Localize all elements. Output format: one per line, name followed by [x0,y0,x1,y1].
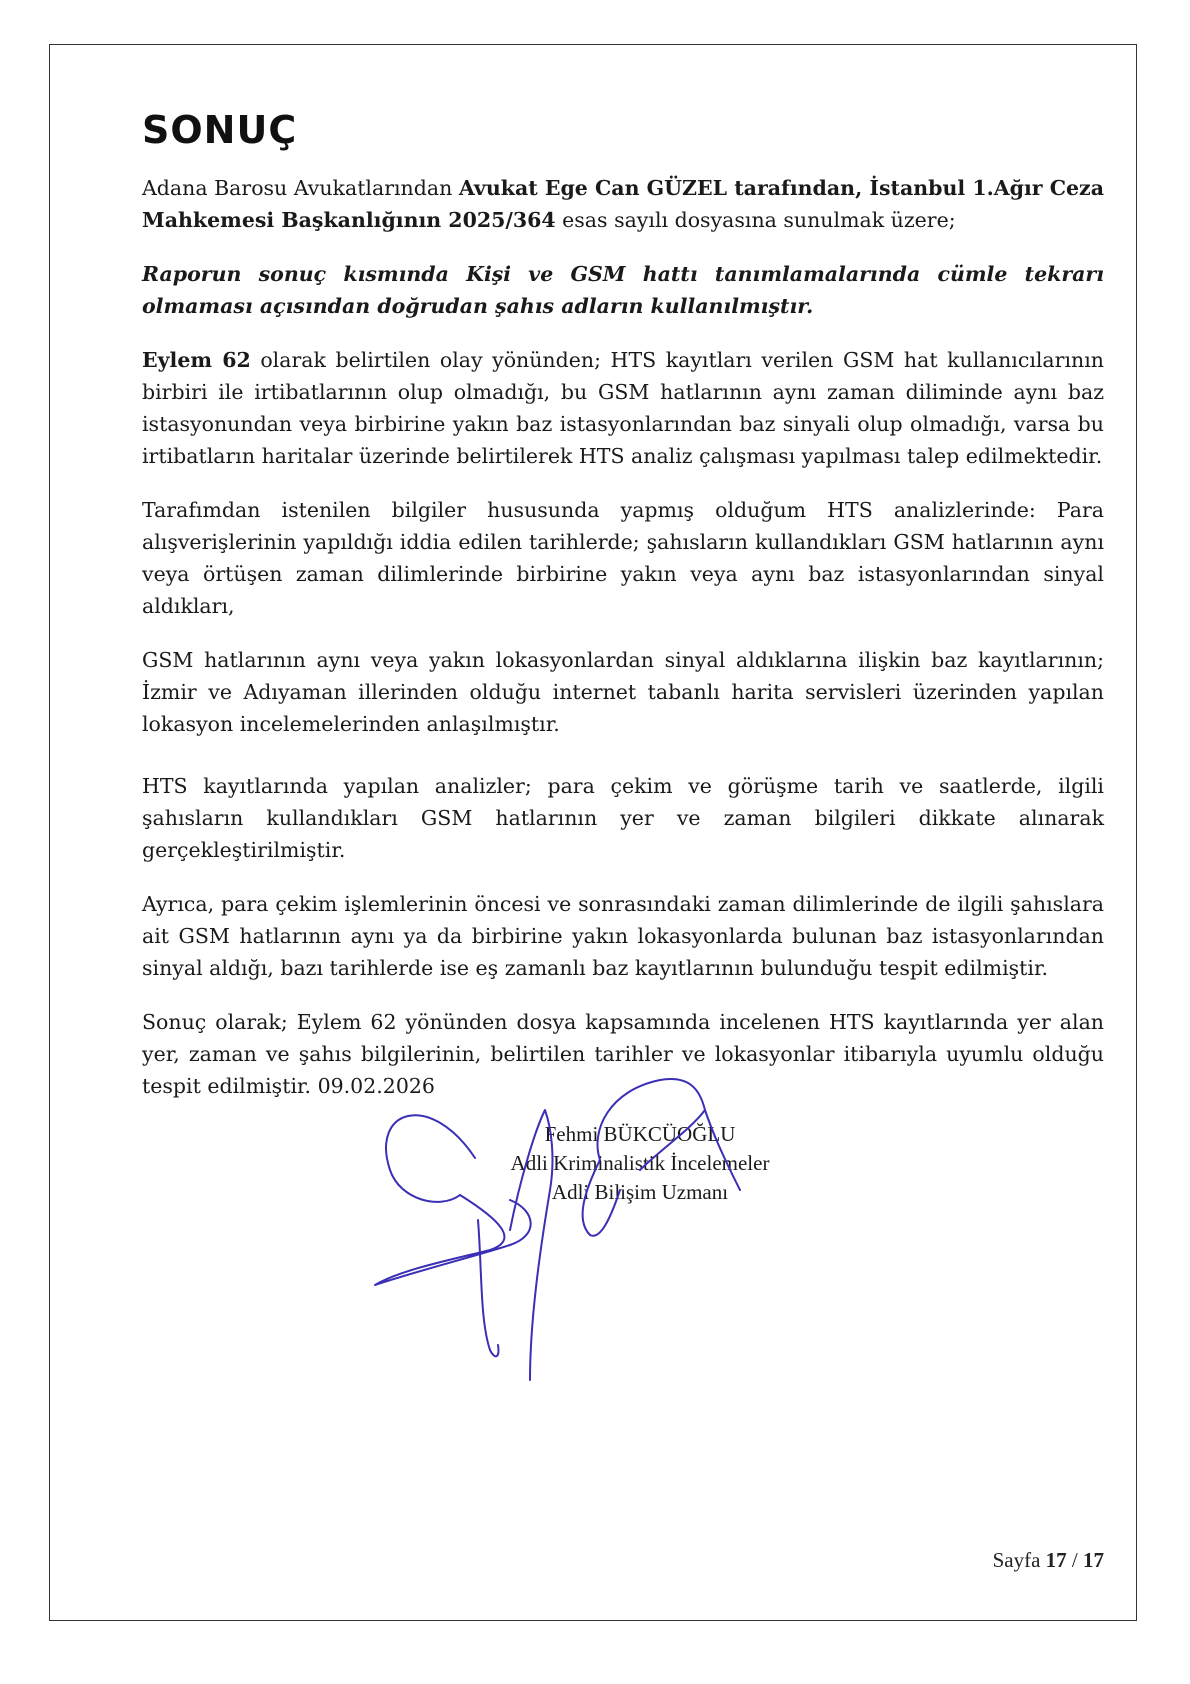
intro-text-3: esas sayılı dosyasına sunulmak üzere; [555,208,956,232]
handwritten-signature-icon [360,1070,800,1400]
paragraph-note: Raporun sonuç kısmında Kişi ve GSM hattı tanımlamalarında cümle tekrarı olmaması açısından doğrudan şahıs adların kullanılmıştır. [142,262,1104,318]
request-text: olarak belirtilen olay yönünden; HTS kayıtları verilen GSM hat kullanıcılarının birbiri ile irtibatlarının olup olmadığı, bu GSM hatlarının aynı zaman diliminde aynı baz istasyonundan veya birbirine yakın baz istasyonlarından baz sinyali olup olmadığı, varsa bu irtibatların haritalar üzerinde belirtilerek HTS analiz çalışması yapılması talep edilmektedir. [142,348,1104,468]
signer-title-2: Adli Bilişim Uzmanı [551,1180,729,1204]
document-body [142,108,1104,1124]
signer-title-1: Adli Kriminalistik İncelemeler [510,1151,770,1175]
court-reference: İstanbul 1.Ağır Ceza Mahkemesi Başkanlığının 2025/364 [142,176,1104,232]
paragraph-findings: Ayrıca, para çekim işlemlerinin öncesi ve sonrasındaki zaman dilimlerinde de ilgili şahıslara ait GSM hatlarının aynı ya da birbirine yakın lokasyonlarda bulunan baz istasyonlarından sinyal aldığı, bazı tarihlerde ise eş zamanlı baz kayıtlarının bulunduğu tespit edilmiştir. [142,892,1104,980]
paragraph-conclusion: Sonuç olarak; Eylem 62 yönünden dosya kapsamında incelenen HTS kayıtlarında yer alan yer, zaman ve şahıs bilgilerinin, belirtilen tarihler ve lokasyonlar itibarıyla uyumlu olduğu tespit edilmiştir. 09.02.2026 [142,1010,1104,1098]
paragraph-analysis: Tarafımdan istenilen bilgiler hususunda yapmış olduğum HTS analizlerinde: Para alışverişlerinin yapıldığı iddia edilen tarihlerde; şahısların kullandıkları GSM hatlarının aynı veya örtüşen zaman dilimlerinde birbirine yakın veya aynı baz istasyonlarından sinyal aldıkları, [142,498,1104,618]
page-current: 17 [1045,1548,1067,1572]
event-label: Eylem 62 [142,348,251,372]
intro-text-2: tarafından, [727,176,870,200]
section-title: SONUÇ [142,108,298,152]
page-total: 17 [1083,1548,1104,1572]
page-separator: / [1066,1548,1083,1572]
page-label: Sayfa [992,1548,1046,1572]
page-number [993,1548,1104,1573]
lawyer-name: Avukat Ege Can GÜZEL [458,176,728,200]
intro-text-1: Adana Barosu Avukatlarından [142,176,459,200]
signer-name: Fehmi BÜKCÜOĞLU [544,1122,736,1146]
paragraph-request [142,344,1104,472]
paragraph-method: HTS kayıtlarında yapılan analizler; para çekim ve görüşme tarih ve saatlerde, ilgili şahısların kullandıkları GSM hatlarının yer ve zaman bilgileri dikkate alınarak gerçekleştirilmiştir. [142,774,1104,862]
paragraph-locations: GSM hatlarının aynı veya yakın lokasyonlardan sinyal aldıklarına ilişkin baz kayıtlarının; İzmir ve Adıyaman illerinden olduğu internet tabanlı harita servisleri üzerinden yapılan lokasyon incelemelerinden anlaşılmıştır. [142,648,1104,736]
paragraph-intro [142,172,1104,236]
